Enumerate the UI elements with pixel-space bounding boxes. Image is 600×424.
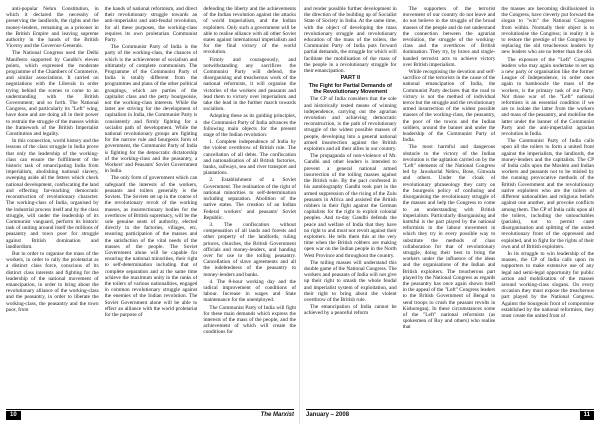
right-col-3 bbox=[501, 6, 594, 410]
paragraph: the hands of national reformism, and direct their revolutionary struggle towards an anti-imperialist and anti-feudal revolution, for all these purposes, the working-class requires its own proletarian Communist Party. bbox=[104, 6, 198, 44]
page-number: 10 bbox=[6, 411, 21, 420]
paragraph: In this connection, world history and the lessons of the class struggle in India prove that only the leadership of the working-class can ensure the fulfillment of the historic task of emancipating India from imperialism, abolishing national slavery, sweeping aside all the fetters which check national development, confiscating the land and effecting far-reaching democratic reconstruction of revolutionary character. The working-class of India, organised by the industrial process itself and by the class struggle, will under the leadership of its Communist vanguard, perform its historic task of uniting around itself the millions of peasantry and town poor for struggle against British domination and landlordism. bbox=[6, 138, 99, 250]
section-subheading: The Fight for Partial Demands of the Revolutionary Movement bbox=[308, 82, 392, 96]
right-col-1 bbox=[304, 6, 397, 410]
right-page bbox=[300, 0, 600, 424]
paragraph: Adopting these as its guiding principles, the Communist Party of India advances the following main objects for the present stage of the Indian revolution: bbox=[203, 113, 296, 139]
paragraph: In its struggle to win leadership of the masses, the CP of India calls upon its supporters to make extensive use of any legal and semi-legal opportunity for public action and mobilisation of the masses around working-class slogans. On every occasion they must expose the treacherous part played by the National Congress. Against the bourgeois front of compromise established by the national reformists, they must create the united front of bbox=[501, 250, 594, 319]
paragraph: defending the liberty and the achievements of the Indian revolution against the attacks of world imperialism, and the Indian exploiters. Only such a government will be able to realise alliance with all other Soviet states against international imperialism and for the final victory of the world revolution. bbox=[203, 6, 296, 56]
right-col-2 bbox=[403, 6, 496, 410]
issue-label: January – 2008 bbox=[306, 412, 350, 418]
paragraph: The emancipation of India cannot be achieved by a peaceful reform bbox=[304, 304, 397, 317]
paragraph: The exposure of the "Left" Congress leaders who may again undertake to set up a new party or organisation like the former League of Independence, in order once again to bamboozle the mass of the workers, is the primary task of our Party. Not those war of the "Left" national reformists is an essential condition if we are to isolate the latter from the workers and mass of the peasantry, and mobilise the latter under the banner of the Communist Party and the anti-imperialist agrarian revolution in India. bbox=[501, 56, 594, 138]
paragraph: 4. The 8-hour working day and the radical improvement of conditions of labour. Increase in wages and State maintenance for the unemployed. bbox=[203, 278, 296, 304]
paragraph: anti-popular Nehru Constitution, in which it declared the necessity of preserving the landlords, the rights and the money-lenders, remaining as a prisoner in the British Empire and leaving supreme authority in the hands of the British Viceroy and the Governor-Generals. bbox=[6, 6, 99, 50]
page-number: 11 bbox=[580, 411, 594, 420]
paragraph: The propaganda of non-violence of Mr. Gandhi and other leaders is intended to prevent a general national armed insurrection of the toiling masses against the British rule. By the pact confessed in his autobiography Gandhi took part in the armed suppression of the rising of the Zulu peasants in Africa and assisted the British robbers in their fight against the German capitalists for the right to exploit colonial peoples. And to-day Gandhi defends the peace and welfare of India that they have no right to and must not revolt against their exploiters. He tells them this at the very time when the British robbers are making open war on the Indian people in the North West Province and throughout the country. bbox=[304, 153, 397, 259]
paragraph: 1. Complete independence of India by the violent overthrow of British rule. The cancellation of all debts. The confiscation and nationalisation of all British factories, banks, railways, sea and river transport and plantations. bbox=[203, 139, 296, 177]
paragraph: and render possible further development in the direction of the building up of Socialist State of Society in India. At the same time, with the object of developing the mass revolutionary struggle and revolutionary education of the mass of the toilers, the Communist Party of India puts forward partial demands, the struggle for which will facilitate the mobilisation of the mass of the people in a revolutionary struggle for their emancipation. bbox=[304, 6, 397, 75]
left-page-columns bbox=[6, 6, 296, 410]
paragraph: The most harmful and dangerous obstacle to the victory of the Indian revolution is the agitation carried on by the "Left" elements of the National Congress led by Jawaharlal Nehru, Bose, Ginwala and others. Under the cloak of revolutionary phraseology they carry on the bourgeois policy of confusing and disorganising the revolutionary struggle of the masses and help the Congress to come to an understanding with British imperialism. Particularly disorganising and harmful is the part played by the national reformists in the labour movement in which they try in every possible way to substitute the methods of class collaboration for that of revolutionary struggle, doing their best to bring the workers under the influence of the ideas and the organisations of the Indian and British exploiters. The treacherous part played by the National Congress as regards the peasantry has once again shown itself in the appeal of the "Left" Congress leaders to the British Government of Bengal to send troops to crush the peasant revolts in Kishoreganj. In these circumstances some of the "Left" national reformists (as spokesmen of Roy and others) who realise that bbox=[402, 144, 496, 331]
paragraph: The toiling masses will understand this double game of the National Congress. The workers and peasants of India will not give up their right to smash the whole feudal and imperialist system of exploitation, and their right to bring about the violent overthrow of the British rule. bbox=[304, 259, 397, 303]
paragraph: The Communist Party of India is the party of the working-class, the chances of which is the achievement of socialism and ultimately of complete communism. The Programme of the Communist Party of India is totally different from the programmes and plans of the other political groupings, which are parties of the capitalist class and the petty bourgeoisie, not the working-class interests. While the latter are striving for the development of capitalism in India, the Communist Party is consistently and firmly fighting for a socialist path of development. While the national revolutionary groups are fighting for the narrow rule and bourgeois form of government, the Communist Party of India is fighting for the democratic dictatorship of the working-class and the peasantry, a Workers' and Peasants' Soviet Government in India. bbox=[104, 44, 198, 175]
paragraph: 2. Establishment of a Soviet Government. The realisation of the right of national minorities to self-determination including separation. Abolition of the native states. The creation of an Indian Federal workers' and peasants' Soviet Republic. bbox=[203, 177, 296, 221]
right-page-columns bbox=[304, 6, 594, 410]
paragraph: The CP of India considers that the sole and historically tested means of winning independence, carrying out the agrarian revolution and achieving democratic reconstruction, is the path of revolutionary struggle of the widest possible masses of people, developing into a general national armed insurrection against the British exploiters and all their allies in our country. bbox=[304, 96, 397, 153]
paragraph: The supporters of the terrorist movement of our country do not leave and do not believe in the struggle of the broad masses of the people and do not understand the connection between the agrarian revolution, the struggle of the working-class and the overthrow of British domination. They try, by brave and single-handed terrorist acts to achieve victory over British imperialism. bbox=[402, 6, 496, 68]
left-col-2 bbox=[105, 6, 198, 410]
paragraph: The National Congress used the Delhi Manifesto supported by Gandhi's eleven points, which expressed the moderate programme of the Chambers of Commerce, and similar associations. It carried on negotiations with the Liberals in order trying behind the scenes to come to an understanding with the British Government; and so forth. The National Congress, and particularly its "Left" wing, have done and are doing all in their power to restrain the struggle of the masses within the framework of the British Imperialist Constitution and legality. bbox=[6, 50, 99, 138]
paragraph: Firmly and courageously, and notwithstanding any sacrifices the Communist Party will defend, the disorganising and treacherous work of the national reformists, it will organise the victories of the workers and peasants and lead them to victory over imperialism and take the lead in the further march towards socialism. bbox=[203, 56, 296, 113]
paragraph: The only form of government which can safeguard the interests of the workers, peasants and toilers generally is the Soviets. The Soviets set up in the course of the revolutionary revolt of the working masses, as insurrectionary bodies for the overthrow of British supremacy, will be the sole genuine seats of authority, elected directly in the factories, villages, etc, ensuring participation of the masses and the satisfaction of the vital needs of the masses of the people. The Soviet Government alone will be capable for ensuring the national minorities, their right to self-determination including that of complete separation and at the same time achieve the maximum unity in the ranks of the toilers of various nationalities, engaged in common revolutionary struggle against the enemies of the Indian revolution. The Soviet Government alone will be able to effect an alliance with the world proletariat for the purpose of bbox=[104, 175, 198, 318]
paragraph: The Communist Party of India calls upon all the toilers to form a united front against the imperialists, the landlords, the money-lenders and the capitalists. The CP of India calls upon the Moslem and Indian workers and peasants not to be misled by the cunning provocative methods of the British Government and the revolutionary native exploiters who are the toilers of different nationalities and religious beliefs against one another, and provoke conflicts among them. The CP of India calls upon all the toilers, including the untouchables (pariahs), not to permit caste disorganisation and splitting of the united revolutionary front of the oppressed and exploited, and to fight for the rights of their own and of British exploiters. bbox=[501, 138, 594, 250]
paragraph: the masses are becoming disillusioned in the Congress, have cleverly put forward the slogan to "win" the National Congress from within. Normally their object is to revolutionise the Congress; in reality it is to restore the prestige of the Congress by replacing the old treacherous leaders by new leaders who are no better than the old. bbox=[501, 6, 594, 56]
left-page-footer bbox=[6, 409, 294, 420]
paragraph: While recognising the devotion and self-sacrifice of the terrorists in the cause of the national emancipation of India, the Communist Party declares that the road to victory is not the method of individual terror but the struggle and the revolutionary armed insurrection of the widest possible masses of the working-class, the peasantry, the poor of the towns and the Indian soldiers, around the banner and under the leadership of the Communist Party of India. bbox=[402, 69, 496, 144]
section-heading: PART II bbox=[340, 75, 361, 82]
left-col-1 bbox=[6, 6, 99, 410]
paragraph: The Communist Party of India will fight for these main demands which express the interests of the mass of the people, and the achievement of which will create the conditions for bbox=[203, 304, 296, 336]
right-page-footer bbox=[306, 409, 594, 420]
left-col-3 bbox=[203, 6, 296, 410]
paragraph: But in order to organise the mass of the workers, in order to rally the proletariat as a distinct class force, conscious of its distinct class interests and fighting for the leadership of the national movement of emancipation, in order to bring about the revolutionary alliance of the working-class and the peasantry, in order to liberate the working-class, the peasantry and the town poor, from bbox=[6, 250, 99, 313]
paragraph: 3. The confiscation without compensation of all lands and forests and other property of the landlords, ruling princes, churches, the British Government officials and money-lenders, and handing over for use to the toiling peasantry. Cancellation of slave agreements and all the indebtedness of the peasantry to money-lenders and banks. bbox=[203, 221, 296, 278]
journal-name: The Marxist bbox=[260, 412, 294, 418]
